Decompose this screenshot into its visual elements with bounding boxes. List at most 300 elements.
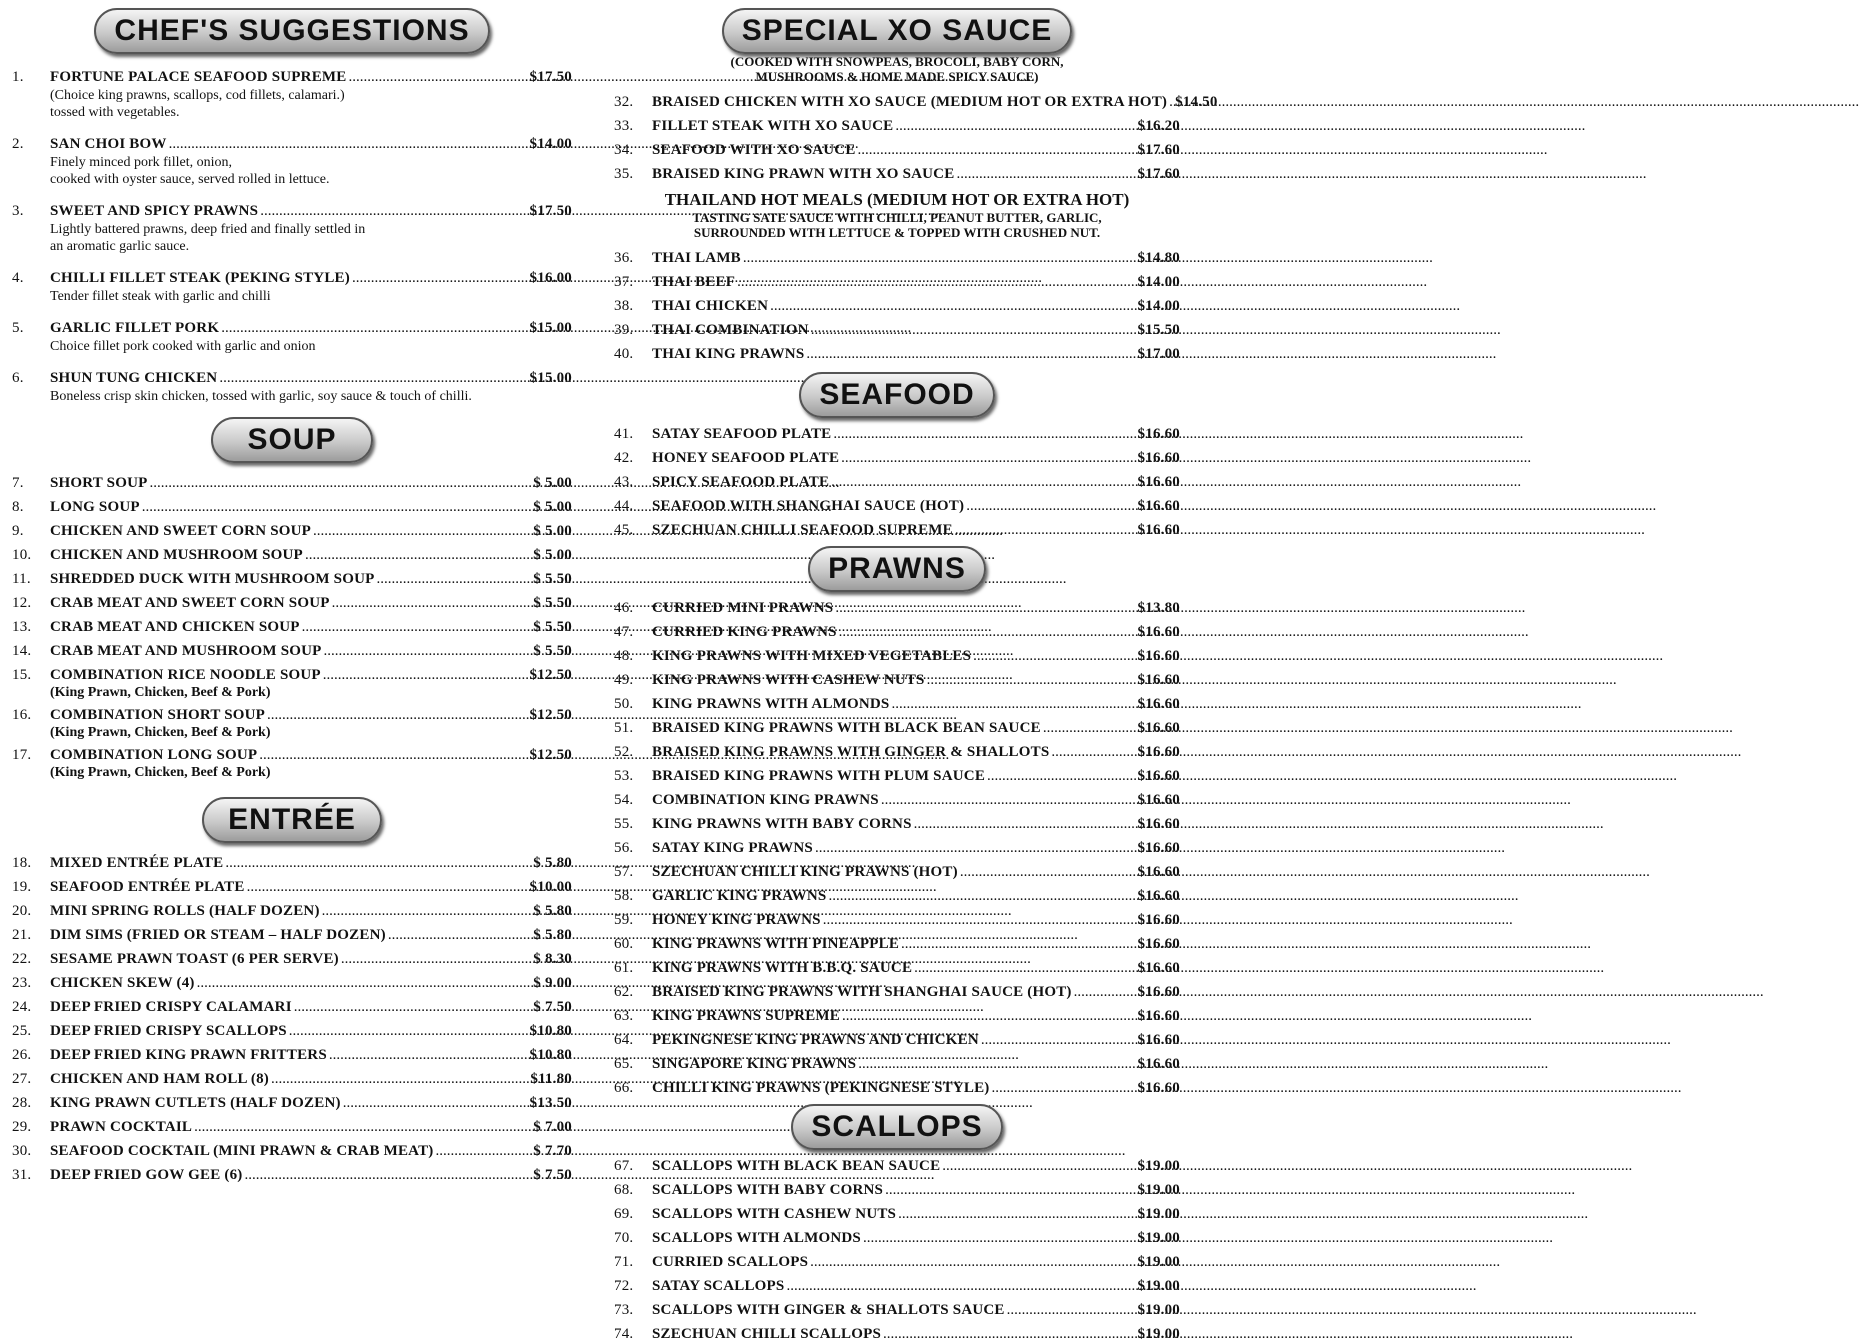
menu-item-number: 48. xyxy=(614,648,634,664)
menu-item-name: FORTUNE PALACE SEAFOOD SUPREME xyxy=(50,69,347,85)
menu-item-line xyxy=(614,1078,1180,1098)
menu-item-name: CHICKEN AND SWEET CORN SOUP xyxy=(50,523,312,539)
menu-item-line xyxy=(614,982,1180,1002)
menu-item-name: PRAWN COCKTAIL xyxy=(50,1119,193,1135)
menu-item-price: $ 5.50 xyxy=(533,643,572,659)
dot-leader xyxy=(149,473,531,493)
menu-item xyxy=(12,268,572,305)
menu-item-price: $ 5.80 xyxy=(533,855,572,871)
menu-item xyxy=(614,718,1180,738)
menu-item xyxy=(12,545,572,565)
menu-item-name: CRAB MEAT AND SWEET CORN SOUP xyxy=(50,595,330,611)
dot-leader xyxy=(376,569,531,589)
dot-leader xyxy=(810,1252,1135,1272)
menu-item-price: $16.00 xyxy=(529,270,572,286)
menu-item-number: 22. xyxy=(12,951,32,967)
dot-leader xyxy=(842,1006,1136,1026)
menu-item-price: $19.00 xyxy=(1137,1230,1180,1246)
soup-header xyxy=(12,417,572,463)
menu-item-price: $14.50 xyxy=(1175,94,1218,110)
thai-title: THAILAND HOT MEALS (MEDIUM HOT OR EXTRA HOT) xyxy=(664,190,1130,209)
menu-item-number: 72. xyxy=(614,1278,634,1294)
menu-item-description: (Choice king prawns, scallops, cod fillets, calamari.) xyxy=(50,88,345,103)
menu-item-price: $10.80 xyxy=(529,1047,572,1063)
xo-sauce-header xyxy=(614,8,1180,54)
menu-item-line xyxy=(614,296,1180,316)
menu-item-price: $ 5.00 xyxy=(533,499,572,515)
menu-item-price: $14.00 xyxy=(1137,274,1180,290)
dot-leader xyxy=(960,862,1136,882)
menu-item-name: MIXED ENTRÉE PLATE xyxy=(50,855,224,871)
menu-item-line xyxy=(12,745,572,765)
menu-item-price: $16.60 xyxy=(1137,864,1180,880)
menu-item-price: $17.60 xyxy=(1137,166,1180,182)
menu-item-price: $16.60 xyxy=(1137,984,1180,1000)
menu-item-line xyxy=(614,1180,1180,1200)
menu-item-price: $19.00 xyxy=(1137,1206,1180,1222)
menu-item-price: $ 7.70 xyxy=(533,1143,572,1159)
menu-item-name: HONEY SEAFOOD PLATE xyxy=(652,450,840,466)
menu-item-line xyxy=(12,134,572,154)
menu-item xyxy=(614,116,1180,136)
menu-item-line xyxy=(12,1141,572,1161)
menu-item-name: THAI LAMB xyxy=(652,250,741,266)
menu-item-number: 29. xyxy=(12,1119,32,1135)
menu-item-name: SATAY SEAFOOD PLATE xyxy=(652,426,832,442)
menu-item xyxy=(12,497,572,517)
menu-item xyxy=(12,201,572,255)
menu-item-number: 70. xyxy=(614,1230,634,1246)
dot-leader xyxy=(388,925,531,945)
menu-item-line xyxy=(614,1006,1180,1026)
dot-leader xyxy=(169,134,528,154)
menu-item-price: $ 7.50 xyxy=(533,999,572,1015)
prawns-list xyxy=(614,598,1180,1098)
menu-item-line xyxy=(12,901,572,921)
dot-leader xyxy=(247,877,528,897)
menu-item-number: 33. xyxy=(614,118,634,134)
dot-leader xyxy=(835,598,1135,618)
menu-item-price: $17.00 xyxy=(1137,346,1180,362)
dot-leader xyxy=(259,745,527,765)
menu-item-line xyxy=(614,766,1180,786)
menu-item-number: 45. xyxy=(614,522,634,538)
dot-leader xyxy=(743,248,1136,268)
menu-item-price: $17.50 xyxy=(529,203,572,219)
menu-item-name: SATAY SCALLOPS xyxy=(652,1278,785,1294)
dot-leader xyxy=(815,838,1136,858)
dot-leader xyxy=(1074,982,1136,1002)
menu-item-line xyxy=(12,1093,572,1113)
menu-item-price: $16.60 xyxy=(1137,792,1180,808)
menu-item-name: KING PRAWNS WITH MIXED VEGETABLES xyxy=(652,648,972,664)
menu-item xyxy=(12,949,572,969)
menu-item-name: SEAFOOD COCKTAIL (MINI PRAWN & CRAB MEAT) xyxy=(50,1143,434,1159)
menu-item-number: 14. xyxy=(12,643,32,659)
menu-item-number: 28. xyxy=(12,1095,32,1111)
dot-leader xyxy=(987,766,1136,786)
menu-item-price: $19.00 xyxy=(1137,1254,1180,1270)
menu-item-number: 35. xyxy=(614,166,634,182)
menu-item-line xyxy=(12,1117,572,1137)
menu-item-line xyxy=(12,593,572,613)
menu-item-number: 17. xyxy=(12,747,32,763)
dot-leader xyxy=(841,448,1135,468)
menu-item xyxy=(12,368,572,405)
menu-item-name: KING PRAWN CUTLETS (HALF DOZEN) xyxy=(50,1095,341,1111)
menu-item-line xyxy=(12,617,572,637)
menu-item-price: $16.60 xyxy=(1137,1080,1180,1096)
dot-leader xyxy=(991,1078,1135,1098)
menu-item-line xyxy=(614,814,1180,834)
menu-item xyxy=(614,1054,1180,1074)
dot-leader xyxy=(267,705,528,725)
menu-item-price: $ 5.50 xyxy=(533,595,572,611)
menu-item-price: $16.60 xyxy=(1137,522,1180,538)
menu-item-name: GARLIC KING PRAWNS xyxy=(652,888,827,904)
menu-item xyxy=(614,140,1180,160)
menu-item-price: $12.50 xyxy=(529,747,572,763)
menu-item xyxy=(12,705,572,741)
menu-item xyxy=(12,1021,572,1041)
menu-item-name: CURRIED SCALLOPS xyxy=(652,1254,809,1270)
dot-leader xyxy=(352,268,528,288)
menu-item-number: 6. xyxy=(12,370,24,386)
menu-item-price: $16.60 xyxy=(1137,696,1180,712)
scallops-list xyxy=(614,1156,1180,1344)
menu-item-line xyxy=(12,1021,572,1041)
menu-item-name: SHORT SOUP xyxy=(50,475,148,491)
menu-item xyxy=(614,790,1180,810)
menu-item-number: 3. xyxy=(12,203,24,219)
dot-leader xyxy=(895,116,1135,136)
menu-item xyxy=(614,814,1180,834)
menu-item xyxy=(12,1045,572,1065)
menu-item-line xyxy=(614,1030,1180,1050)
menu-item-number: 8. xyxy=(12,499,24,515)
menu-item-name: DEEP FRIED KING PRAWN FRITTERS xyxy=(50,1047,327,1063)
dot-leader xyxy=(914,814,1136,834)
menu-item xyxy=(12,901,572,921)
menu-item-price: $19.00 xyxy=(1137,1182,1180,1198)
dot-leader xyxy=(322,901,532,921)
menu-item-price: $19.00 xyxy=(1137,1278,1180,1294)
menu-item-number: 26. xyxy=(12,1047,32,1063)
dot-leader xyxy=(833,424,1135,444)
menu-item-description: tossed with vegetables. xyxy=(50,105,180,120)
prawns-title: PRAWNS xyxy=(808,546,986,592)
menu-item-name: SZECHUAN CHILLI KING PRAWNS (HOT) xyxy=(652,864,958,880)
menu-item xyxy=(614,934,1180,954)
menu-item-line xyxy=(614,1156,1180,1176)
seafood-header xyxy=(614,372,1180,418)
menu-item-line xyxy=(12,473,572,493)
menu-item-number: 67. xyxy=(614,1158,634,1174)
menu-item-number: 27. xyxy=(12,1071,32,1087)
menu-item-price: $15.50 xyxy=(1137,322,1180,338)
menu-item-line xyxy=(614,344,1180,364)
dot-leader xyxy=(1051,742,1135,762)
menu-item-line xyxy=(614,116,1180,136)
menu-item-price: $13.50 xyxy=(529,1095,572,1111)
menu-item-line xyxy=(614,248,1180,268)
menu-item-name: CHICKEN SKEW (4) xyxy=(50,975,195,991)
dot-leader xyxy=(898,1204,1135,1224)
menu-item xyxy=(614,1078,1180,1098)
dot-leader xyxy=(244,1165,531,1185)
menu-item-subtitle: (King Prawn, Chicken, Beef & Pork) xyxy=(50,685,271,700)
menu-item xyxy=(12,665,572,701)
menu-item-number: 58. xyxy=(614,888,634,904)
menu-item-line xyxy=(614,496,1180,516)
menu-item-name: CRAB MEAT AND CHICKEN SOUP xyxy=(50,619,300,635)
dot-leader xyxy=(828,886,1135,906)
menu-item xyxy=(614,622,1180,642)
entree-title: ENTRÉE xyxy=(202,797,382,843)
menu-item-name: CURRIED KING PRAWNS xyxy=(652,624,837,640)
soup-title: SOUP xyxy=(211,417,372,463)
dot-leader xyxy=(329,1045,528,1065)
menu-item-line xyxy=(614,272,1180,292)
menu-item-number: 63. xyxy=(614,1008,634,1024)
menu-item-name: SZECHUAN CHILLI SCALLOPS xyxy=(652,1326,882,1342)
menu-item-number: 25. xyxy=(12,1023,32,1039)
menu-item-number: 40. xyxy=(614,346,634,362)
menu-item-price: $16.60 xyxy=(1137,960,1180,976)
menu-item-price: $16.60 xyxy=(1137,912,1180,928)
menu-item-number: 2. xyxy=(12,136,24,152)
dot-leader xyxy=(436,1141,532,1161)
menu-item-line xyxy=(614,862,1180,882)
menu-item xyxy=(614,296,1180,316)
menu-item-price: $ 7.50 xyxy=(533,1167,572,1183)
menu-item-name: KING PRAWNS WITH ALMONDS xyxy=(652,696,890,712)
menu-item-price: $16.60 xyxy=(1137,840,1180,856)
menu-item-price: $ 5.80 xyxy=(533,903,572,919)
left-column xyxy=(12,0,572,1185)
menu-item-line xyxy=(12,877,572,897)
menu-item-number: 65. xyxy=(614,1056,634,1072)
menu-item-number: 73. xyxy=(614,1302,634,1318)
menu-item-line xyxy=(12,268,572,288)
menu-item-name: SAN CHOI BOW xyxy=(50,136,167,152)
menu-item-description: Choice fillet pork cooked with garlic and onion xyxy=(50,339,316,354)
menu-item-line xyxy=(12,521,572,541)
right-column xyxy=(614,0,1218,1344)
menu-item-number: 71. xyxy=(614,1254,634,1270)
menu-item-number: 4. xyxy=(12,270,24,286)
menu-item-price: $13.80 xyxy=(1137,600,1180,616)
menu-item-name: SCALLOPS WITH GINGER & SHALLOTS SAUCE xyxy=(652,1302,1005,1318)
menu-item-price: $16.60 xyxy=(1137,816,1180,832)
menu-item-name: SCALLOPS WITH CASHEW NUTS xyxy=(652,1206,897,1222)
menu-item-number: 31. xyxy=(12,1167,32,1183)
menu-item-line xyxy=(614,1054,1180,1074)
menu-item-number: 41. xyxy=(614,426,634,442)
menu-item xyxy=(12,1117,572,1137)
entree-header xyxy=(12,797,572,843)
menu-item-name: SINGAPORE KING PRAWNS xyxy=(652,1056,857,1072)
menu-item xyxy=(614,694,1180,714)
menu-item-name: SEAFOOD ENTRÉE PLATE xyxy=(50,879,245,895)
menu-item-price: $ 5.50 xyxy=(533,571,572,587)
menu-item-price: $19.00 xyxy=(1137,1158,1180,1174)
menu-item-description: an aromatic garlic sauce. xyxy=(50,239,190,254)
menu-item xyxy=(614,766,1180,786)
scallops-title: SCALLOPS xyxy=(791,1104,1002,1150)
menu-item-price: $ 7.00 xyxy=(533,1119,572,1135)
chefs-suggestions-title: CHEF'S SUGGESTIONS xyxy=(94,8,489,54)
dot-leader xyxy=(271,1069,528,1089)
dot-leader xyxy=(806,344,1135,364)
menu-item-line xyxy=(12,1165,572,1185)
menu-item-price: $11.80 xyxy=(530,1071,572,1087)
dot-leader xyxy=(1007,1300,1136,1320)
menu-item xyxy=(12,473,572,493)
menu-item-line xyxy=(614,718,1180,738)
menu-item-price: $ 5.50 xyxy=(533,619,572,635)
seafood-list xyxy=(614,424,1180,540)
menu-item-line xyxy=(614,838,1180,858)
menu-item-number: 21. xyxy=(12,927,32,943)
menu-item-line xyxy=(614,164,1180,184)
menu-item xyxy=(12,67,572,121)
prawns-header xyxy=(614,546,1180,592)
menu-item-line xyxy=(614,424,1180,444)
menu-item xyxy=(12,641,572,661)
menu-item-price: $ 5.00 xyxy=(533,547,572,563)
menu-item xyxy=(12,925,572,945)
dot-leader xyxy=(194,1117,531,1137)
menu-item-price: $19.00 xyxy=(1137,1302,1180,1318)
menu-item-name: FILLET STEAK WITH XO SAUCE xyxy=(652,118,894,134)
dot-leader xyxy=(973,646,1135,666)
menu-item-line xyxy=(614,320,1180,340)
menu-item-name: BRAISED CHICKEN WITH XO SAUCE (MEDIUM HOT OR EXTRA HOT) xyxy=(652,94,1168,110)
menu-item-number: 19. xyxy=(12,879,32,895)
menu-item-name: BRAISED KING PRAWNS WITH BLACK BEAN SAUCE xyxy=(652,720,1041,736)
menu-item-line xyxy=(614,670,1180,690)
menu-item xyxy=(614,670,1180,690)
dot-leader xyxy=(260,201,527,221)
menu-item xyxy=(614,448,1180,468)
menu-item xyxy=(12,877,572,897)
dot-leader xyxy=(348,67,527,87)
menu-item-name: CHICKEN AND MUSHROOM SOUP xyxy=(50,547,303,563)
menu-item-name: THAI KING PRAWNS xyxy=(652,346,805,362)
menu-item-line xyxy=(614,742,1180,762)
menu-item-price: $16.60 xyxy=(1137,720,1180,736)
menu-item-name: SESAME PRAWN TOAST (6 PER SERVE) xyxy=(50,951,339,967)
menu-item-price: $12.50 xyxy=(529,707,572,723)
thai-note-1: TASTING SATE SAUCE WITH CHILLI, PEANUT BUTTER, GARLIC, xyxy=(692,210,1102,225)
menu-item-name: KING PRAWNS SUPREME xyxy=(652,1008,840,1024)
menu-item xyxy=(12,569,572,589)
menu-item xyxy=(614,248,1180,268)
menu-item-price: $ 5.80 xyxy=(533,927,572,943)
menu-item-number: 37. xyxy=(614,274,634,290)
menu-item xyxy=(614,320,1180,340)
dot-leader xyxy=(324,641,532,661)
menu-item-number: 9. xyxy=(12,523,24,539)
menu-item-line xyxy=(12,705,572,725)
menu-item-number: 62. xyxy=(614,984,634,1000)
menu-item-number: 1. xyxy=(12,69,24,85)
chefs-suggestions-list xyxy=(12,67,572,405)
menu-item xyxy=(614,886,1180,906)
dot-leader xyxy=(858,1054,1135,1074)
dot-leader xyxy=(302,617,532,637)
dot-leader xyxy=(831,472,1135,492)
menu-item-name: PEKINGNESE KING PRAWNS AND CHICKEN xyxy=(652,1032,979,1048)
menu-item-line xyxy=(614,934,1180,954)
menu-item-price: $17.50 xyxy=(529,69,572,85)
menu-item-number: 42. xyxy=(614,450,634,466)
menu-item-name: SHUN TUNG CHICKEN xyxy=(50,370,218,386)
menu-item-number: 50. xyxy=(614,696,634,712)
menu-item xyxy=(12,617,572,637)
menu-item xyxy=(614,1006,1180,1026)
menu-item-number: 13. xyxy=(12,619,32,635)
menu-item-name: CRAB MEAT AND MUSHROOM SOUP xyxy=(50,643,322,659)
menu-item-price: $ 8.30 xyxy=(533,951,572,967)
entree-list xyxy=(12,853,572,1185)
menu-item-name: KING PRAWNS WITH CASHEW NUTS xyxy=(652,672,925,688)
dot-leader xyxy=(942,1156,1135,1176)
menu-item-name: SEAFOOD WITH SHANGHAI SAUCE (HOT) xyxy=(652,498,965,514)
menu-item-number: 7. xyxy=(12,475,24,491)
menu-item-price: $16.60 xyxy=(1137,474,1180,490)
menu-item-number: 64. xyxy=(614,1032,634,1048)
menu-item-price: $10.80 xyxy=(529,1023,572,1039)
menu-item-line xyxy=(12,67,572,87)
menu-item-line xyxy=(12,641,572,661)
menu-item-name: BRAISED KING PRAWNS WITH PLUM SAUCE xyxy=(652,768,986,784)
menu-item-price: $16.60 xyxy=(1137,1008,1180,1024)
menu-item-line xyxy=(12,997,572,1017)
menu-item-line xyxy=(614,448,1180,468)
menu-item-name: THAI CHICKEN xyxy=(652,298,769,314)
dot-leader xyxy=(219,368,527,388)
menu-item xyxy=(614,1030,1180,1050)
dot-leader xyxy=(881,790,1136,810)
dot-leader xyxy=(1169,92,1173,112)
menu-item-price: $19.00 xyxy=(1137,1326,1180,1342)
menu-item-number: 20. xyxy=(12,903,32,919)
menu-item xyxy=(614,344,1180,364)
dot-leader xyxy=(811,320,1136,340)
menu-item-number: 54. xyxy=(614,792,634,808)
menu-item xyxy=(614,1300,1180,1320)
menu-item-name: BRAISED KING PRAWN WITH XO SAUCE xyxy=(652,166,955,182)
dot-leader xyxy=(981,1030,1136,1050)
menu-item-name: SCALLOPS WITH ALMONDS xyxy=(652,1230,861,1246)
menu-item-line xyxy=(12,973,572,993)
menu-item-price: $16.60 xyxy=(1137,1032,1180,1048)
menu-item-name: SWEET AND SPICY PRAWNS xyxy=(50,203,259,219)
menu-item-name: SPICY SEAFOOD PLATE xyxy=(652,474,830,490)
menu-item-line xyxy=(12,1045,572,1065)
menu-item-price: $10.00 xyxy=(529,879,572,895)
menu-item-price: $16.60 xyxy=(1137,450,1180,466)
menu-item-number: 24. xyxy=(12,999,32,1015)
dot-leader xyxy=(225,853,531,873)
menu-item-line xyxy=(12,665,572,685)
dot-leader xyxy=(313,521,531,541)
dot-leader xyxy=(955,520,1136,540)
dot-leader xyxy=(823,910,1136,930)
menu-item-number: 36. xyxy=(614,250,634,266)
